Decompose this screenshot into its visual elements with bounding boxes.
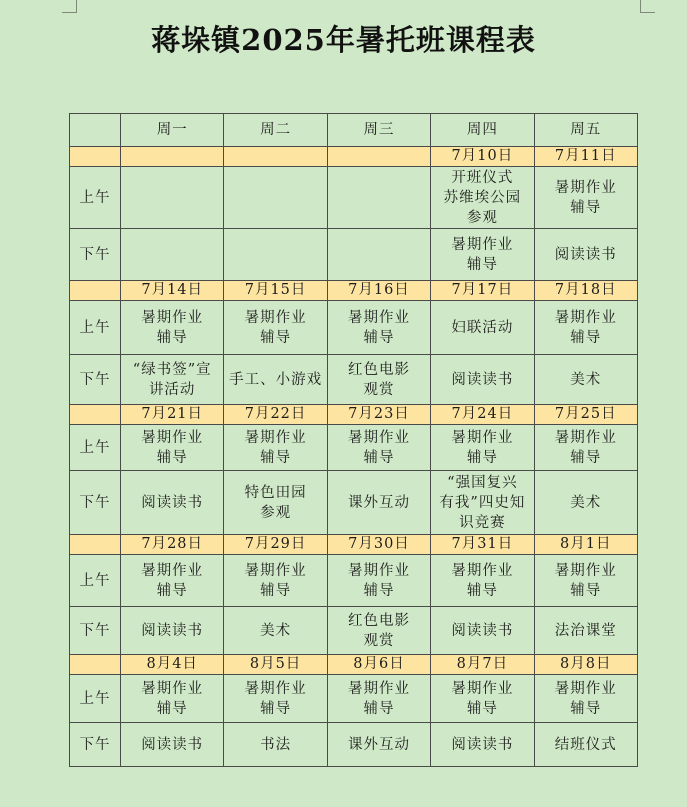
header-day-thu: 周四 xyxy=(431,114,534,147)
date-row xyxy=(70,655,638,675)
activity-cell: 暑期作业 辅导 xyxy=(327,555,430,607)
afternoon-label: 下午 xyxy=(70,229,121,281)
activity-cell: 暑期作业 辅导 xyxy=(224,301,327,355)
activity-cell: 暑期作业 辅导 xyxy=(121,301,224,355)
header-day-wed: 周三 xyxy=(327,114,430,147)
morning-label: 上午 xyxy=(70,301,121,355)
activity-cell: “强国复兴 有我”四史知 识竞赛 xyxy=(431,471,534,535)
activity-cell: 暑期作业 辅导 xyxy=(431,425,534,471)
afternoon-row xyxy=(70,607,638,655)
activity-cell: 暑期作业 辅导 xyxy=(224,675,327,723)
date-row-label-cell xyxy=(70,535,121,555)
date-cell: 8月6日 xyxy=(327,655,430,675)
date-cell xyxy=(224,147,327,167)
morning-row xyxy=(70,167,638,229)
date-cell: 8月7日 xyxy=(431,655,534,675)
activity-cell: 妇联活动 xyxy=(431,301,534,355)
activity-cell: 暑期作业 辅导 xyxy=(224,555,327,607)
activity-cell: 法治课堂 xyxy=(534,607,637,655)
morning-row xyxy=(70,425,638,471)
afternoon-label: 下午 xyxy=(70,471,121,535)
activity-cell: 暑期作业 辅导 xyxy=(327,675,430,723)
activity-cell: 结班仪式 xyxy=(534,723,637,767)
activity-cell: 暑期作业 辅导 xyxy=(121,555,224,607)
date-row xyxy=(70,281,638,301)
activity-cell: 美术 xyxy=(534,471,637,535)
date-cell: 8月4日 xyxy=(121,655,224,675)
afternoon-row xyxy=(70,723,638,767)
date-row-label-cell xyxy=(70,147,121,167)
afternoon-label: 下午 xyxy=(70,355,121,405)
activity-cell: 阅读读书 xyxy=(534,229,637,281)
activity-cell: 红色电影 观赏 xyxy=(327,607,430,655)
date-cell: 8月5日 xyxy=(224,655,327,675)
activity-cell: 暑期作业 辅导 xyxy=(534,301,637,355)
activity-cell xyxy=(224,167,327,229)
date-cell: 7月31日 xyxy=(431,535,534,555)
date-cell: 7月28日 xyxy=(121,535,224,555)
afternoon-label: 下午 xyxy=(70,723,121,767)
activity-cell xyxy=(327,229,430,281)
activity-cell: 暑期作业 辅导 xyxy=(327,425,430,471)
activity-cell: 红色电影 观赏 xyxy=(327,355,430,405)
activity-cell: 阅读读书 xyxy=(431,355,534,405)
page-title: 蒋垛镇2025年暑托班课程表 xyxy=(151,23,536,57)
morning-row xyxy=(70,301,638,355)
activity-cell: 暑期作业 辅导 xyxy=(534,555,637,607)
activity-cell: 阅读读书 xyxy=(431,723,534,767)
date-cell: 7月14日 xyxy=(121,281,224,301)
header-day-tue: 周二 xyxy=(224,114,327,147)
date-cell xyxy=(121,147,224,167)
date-cell: 7月23日 xyxy=(327,405,430,425)
activity-cell: 美术 xyxy=(534,355,637,405)
activity-cell: 暑期作业 辅导 xyxy=(121,675,224,723)
morning-label: 上午 xyxy=(70,425,121,471)
date-row-label-cell xyxy=(70,281,121,301)
activity-cell: 美术 xyxy=(224,607,327,655)
activity-cell: 阅读读书 xyxy=(121,607,224,655)
activity-cell: 开班仪式 苏维埃公园 参观 xyxy=(431,167,534,229)
activity-cell: 书法 xyxy=(224,723,327,767)
header-corner-cell xyxy=(70,114,121,147)
date-cell: 7月15日 xyxy=(224,281,327,301)
activity-cell: 暑期作业 辅导 xyxy=(534,167,637,229)
date-row xyxy=(70,405,638,425)
crop-mark-top-right xyxy=(640,0,655,13)
date-cell: 7月11日 xyxy=(534,147,637,167)
morning-row xyxy=(70,675,638,723)
activity-cell: 特色田园 参观 xyxy=(224,471,327,535)
crop-mark-top-left xyxy=(62,0,77,13)
date-cell: 7月29日 xyxy=(224,535,327,555)
activity-cell xyxy=(224,229,327,281)
date-cell: 7月21日 xyxy=(121,405,224,425)
date-row-label-cell xyxy=(70,405,121,425)
activity-cell: 课外互动 xyxy=(327,723,430,767)
date-cell xyxy=(327,147,430,167)
activity-cell xyxy=(121,167,224,229)
date-cell: 7月16日 xyxy=(327,281,430,301)
weekday-header-row xyxy=(70,114,638,147)
activity-cell: 暑期作业 辅导 xyxy=(431,229,534,281)
date-cell: 7月25日 xyxy=(534,405,637,425)
morning-label: 上午 xyxy=(70,167,121,229)
activity-cell: “绿书签”宣 讲活动 xyxy=(121,355,224,405)
afternoon-label: 下午 xyxy=(70,607,121,655)
activity-cell: 阅读读书 xyxy=(121,723,224,767)
date-cell: 7月30日 xyxy=(327,535,430,555)
activity-cell: 暑期作业 辅导 xyxy=(224,425,327,471)
date-cell: 8月1日 xyxy=(534,535,637,555)
date-row xyxy=(70,535,638,555)
activity-cell: 暑期作业 辅导 xyxy=(327,301,430,355)
date-cell: 7月24日 xyxy=(431,405,534,425)
activity-cell: 暑期作业 辅导 xyxy=(431,555,534,607)
header-day-mon: 周一 xyxy=(121,114,224,147)
afternoon-row xyxy=(70,355,638,405)
activity-cell: 暑期作业 辅导 xyxy=(431,675,534,723)
activity-cell: 暑期作业 辅导 xyxy=(534,425,637,471)
activity-cell: 阅读读书 xyxy=(431,607,534,655)
morning-label: 上午 xyxy=(70,675,121,723)
date-cell: 7月10日 xyxy=(431,147,534,167)
afternoon-row xyxy=(70,471,638,535)
activity-cell xyxy=(121,229,224,281)
afternoon-row xyxy=(70,229,638,281)
activity-cell: 暑期作业 辅导 xyxy=(534,675,637,723)
schedule-body xyxy=(70,114,638,767)
morning-row xyxy=(70,555,638,607)
activity-cell: 手工、小游戏 xyxy=(224,355,327,405)
activity-cell: 暑期作业 辅导 xyxy=(121,425,224,471)
morning-label: 上午 xyxy=(70,555,121,607)
date-cell: 7月22日 xyxy=(224,405,327,425)
date-cell: 7月18日 xyxy=(534,281,637,301)
date-cell: 7月17日 xyxy=(431,281,534,301)
schedule-table xyxy=(69,113,638,767)
header-day-fri: 周五 xyxy=(534,114,637,147)
activity-cell: 课外互动 xyxy=(327,471,430,535)
date-row xyxy=(70,147,638,167)
date-row-label-cell xyxy=(70,655,121,675)
date-cell: 8月8日 xyxy=(534,655,637,675)
activity-cell xyxy=(327,167,430,229)
activity-cell: 阅读读书 xyxy=(121,471,224,535)
